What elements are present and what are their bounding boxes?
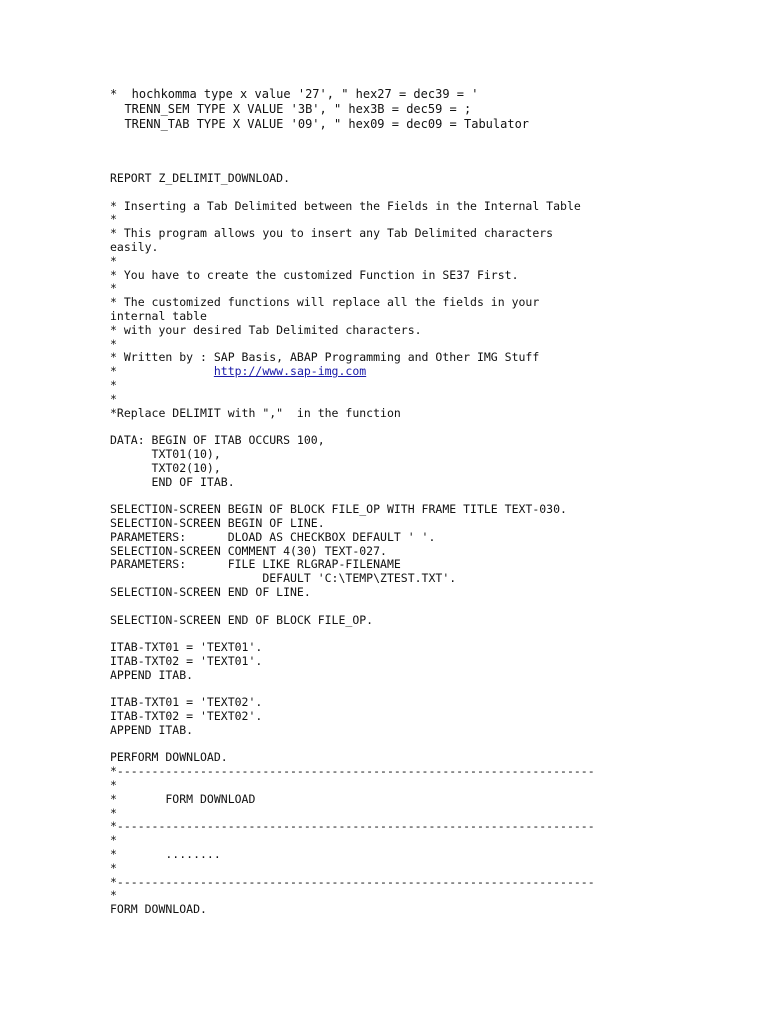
- code-line: [110, 600, 710, 614]
- code-line: *---------------------------------------------------------------------: [110, 874, 595, 889]
- code-line: * with your desired Tab Delimited characters.: [110, 322, 422, 337]
- code-line: internal table: [110, 308, 207, 323]
- main-code-block: [110, 172, 710, 917]
- code-line: *---------------------------------------------------------------------: [110, 819, 595, 834]
- code-line: * ........: [110, 847, 221, 862]
- code-line: *: [110, 778, 117, 793]
- code-line: * FORM DOWNLOAD: [110, 791, 256, 806]
- code-line: PARAMETERS: FILE LIKE RLGRAP-FILENAME: [110, 557, 401, 572]
- code-line: *Replace DELIMIT with "," in the function: [110, 405, 401, 420]
- code-line: FORM DOWNLOAD.: [110, 902, 207, 917]
- code-line: * Written by : SAP Basis, ABAP Programming and Other IMG Stuff: [110, 350, 540, 365]
- link-line: [110, 365, 710, 379]
- code-line: ITAB-TXT02 = 'TEXT01'.: [110, 653, 263, 668]
- code-line: [110, 682, 710, 696]
- code-line: *: [110, 281, 117, 296]
- code-line: [110, 186, 710, 200]
- code-line: easily.: [110, 239, 159, 254]
- code-line: * hochkomma type x value '27', " hex27 = dec39 = ': [110, 87, 479, 101]
- code-line: TXT02(10),: [110, 460, 221, 475]
- code-line: *: [110, 805, 117, 820]
- code-line: TRENN_SEM TYPE X VALUE '3B', " hex3B = dec59 = ;: [110, 102, 472, 116]
- code-line: *: [110, 336, 117, 351]
- code-line: *: [110, 888, 117, 903]
- code-line: *: [110, 377, 117, 392]
- code-line: *---------------------------------------------------------------------: [110, 764, 595, 779]
- code-line: PERFORM DOWNLOAD.: [110, 750, 228, 765]
- code-line: * You have to create the customized Function in SE37 First.: [110, 267, 519, 282]
- code-line: *: [110, 212, 117, 227]
- code-line: PARAMETERS: DLOAD AS CHECKBOX DEFAULT ' '.: [110, 529, 436, 544]
- code-line: APPEND ITAB.: [110, 667, 194, 682]
- code-line: ITAB-TXT01 = 'TEXT01'.: [110, 640, 263, 655]
- code-line: *: [110, 253, 117, 268]
- code-line: * Inserting a Tab Delimited between the Fields in the Internal Table: [110, 198, 581, 213]
- code-line: ITAB-TXT02 = 'TEXT02'.: [110, 709, 263, 724]
- code-line: * This program allows you to insert any Tab Delimited characters: [110, 226, 554, 241]
- header-code-block: [110, 87, 710, 132]
- code-line: APPEND ITAB.: [110, 722, 194, 737]
- code-line: DEFAULT 'C:\TEMP\ZTEST.TXT'.: [110, 571, 457, 586]
- code-line: *: [110, 391, 117, 406]
- code-line: TXT01(10),: [110, 446, 221, 461]
- code-line: REPORT Z_DELIMIT_DOWNLOAD.: [110, 171, 291, 185]
- link-line-prefix: *: [110, 364, 214, 379]
- code-line: *: [110, 860, 117, 875]
- code-line: SELECTION-SCREEN BEGIN OF LINE.: [110, 515, 325, 530]
- code-line: [110, 420, 710, 434]
- code-line: [110, 627, 710, 641]
- code-line: SELECTION-SCREEN BEGIN OF BLOCK FILE_OP WITH FRAME TITLE TEXT-030.: [110, 502, 567, 517]
- code-line: ITAB-TXT01 = 'TEXT02'.: [110, 695, 263, 710]
- code-line: SELECTION-SCREEN END OF BLOCK FILE_OP.: [110, 612, 374, 627]
- code-line: END OF ITAB.: [110, 474, 235, 489]
- code-line: *: [110, 833, 117, 848]
- code-line: SELECTION-SCREEN COMMENT 4(30) TEXT-027.: [110, 543, 387, 558]
- code-line: TRENN_TAB TYPE X VALUE '09', " hex09 = dec09 = Tabulator: [110, 117, 530, 131]
- sap-img-link[interactable]: http://www.sap-img.com: [213, 364, 367, 379]
- code-line: * The customized functions will replace all the fields in your: [110, 295, 540, 310]
- code-line: SELECTION-SCREEN END OF LINE.: [110, 584, 311, 599]
- code-line: [110, 489, 710, 503]
- code-line: DATA: BEGIN OF ITAB OCCURS 100,: [110, 433, 325, 448]
- code-line: [110, 738, 710, 752]
